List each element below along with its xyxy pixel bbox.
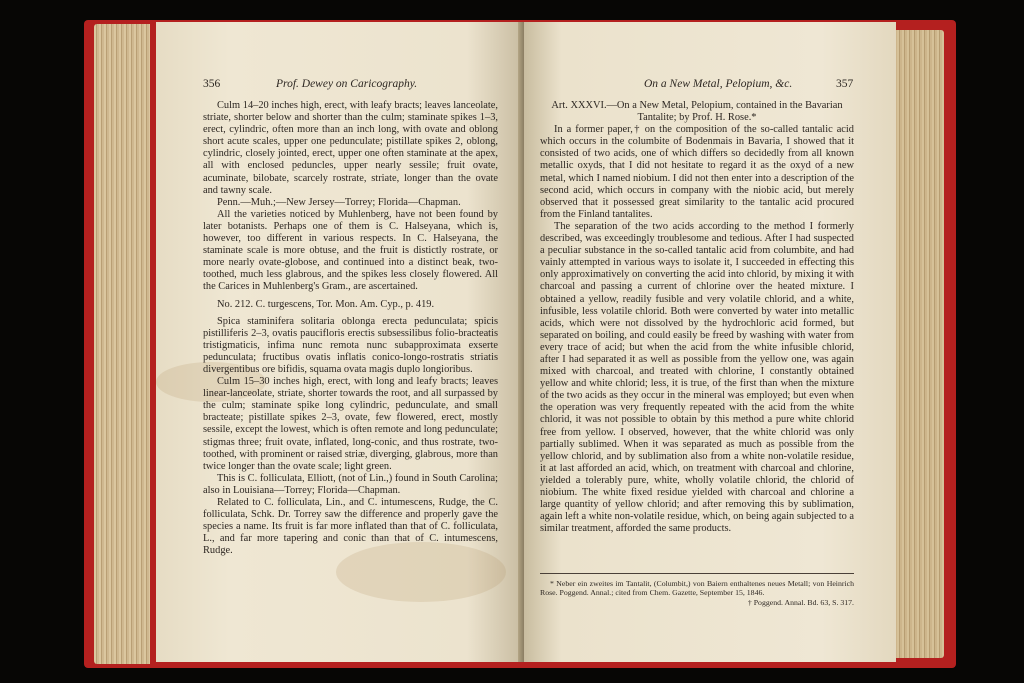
left-body-text [203, 100, 498, 557]
paragraph: Culm 14–20 inches high, erect, with leafy bracts; leaves lanceolate, striate, shorter below and shorter than the culm; staminate spikes 1–3, erect, cylindric, often more than an inch long, with ovate and oblong short acute scales, upper one pedunculate; pistillate spikes 2, oblong, cylindric, closely jointed, erect, upper one often staminate at the apex, all with enclosed peduncles, upper nearly sessile; fruit ovate, acuminate, bilobate, scarcely rostrate, striate, longer than the ovate and tawny scale. [203, 100, 498, 196]
right-page [524, 22, 896, 662]
paragraph: All the varieties noticed by Muhlenberg, have not been found by later botanists. Perhaps one of them is C. Halseyana, which is, however, too different in various respects. In C. Halseyana, the staminate scale is more obtuse, and the fruit is distictly rostrate, or more nearly ovate-globose, and continued into a distinct beak, two-toothed, much less glabrous, and the spikes less closely flowered. All the Carices in Muhlenberg's Gram., are ascertained. [203, 208, 498, 293]
footnote: * Neber ein zweites im Tantalit, (Columbit,) von Baiern enthaltenes neues Metall; von Heinrich Rose. Poggend. Annal.; cited from Chem. Gazette, September 15, 1846. [540, 579, 854, 598]
paragraph: In a former paper,† on the composition of the so-called tantalic acid which occurs in the columbite of Bodenmais in Bavaria, I showed that it consisted of two acids, one of which differs so decidedly from all known metallic oxyds, that I did not hesitate to regard it as the oxyd of a new metal, which I named niobium. I did not then enter into a description of the second acid, which occurs in company with the niobic acid, but merely observed that it possessed great similarity to the tantalic acid procured from the Finland tantalites. [540, 124, 854, 220]
article-title: Art. XXXVI.—On a New Metal, Pelopium, contained in the Bavarian Tantalite; by Prof. H. Rose.* [551, 100, 843, 124]
right-page-number: 357 [836, 78, 854, 90]
species-heading: No. 212. C. turgescens, Tor. Mon. Am. Cyp., p. 419. [217, 298, 435, 310]
footnote-rule [540, 573, 854, 574]
left-page-number: 356 [203, 78, 221, 90]
left-page-edges [94, 24, 150, 664]
paragraph: This is C. folliculata, Elliott, (not of Lin.,) found in South Carolina; also in Louisiana—Torrey; Florida—Chapman. [203, 472, 498, 496]
right-page-edges [892, 30, 944, 658]
paragraph: The separation of the two acids according to the method I formerly described, was exceedingly troublesome and tedious. After I had suspected a peculiar substance in the so-called tantalic acid from columbite, and had vainly attempted in various ways to isolate it, I succeeded in effecting this only approximatively on converting the acid into chlorid, by mixing it with charcoal and passing a current of chlorine over the heated mixture. I obtained a yellow, readily fusible and very volatile chlorid, and a white, infusible, less volatile chlorid. Both were converted by water into metallic acids, which were not dissolved by the hydrochloric acid formed, but separated on boiling, and could easily be freed by washing with water from every trace of acid; but when the acid from the white infusible chlorid, after I had separated it as well as possible from the yellow one, was again mixed with charcoal, and treated with chlorine, I constantly obtained yellow and white chlorid; less, it is true, of the first than when the mixture of the two acids as they occur in the mineral was employed; but even when the operation was very frequently repeated with the acid from the white chlorid, it was not possible to obtain by this method a pure white chlorid free from yellow. I observed, however, that the white chlorid was only partially sublimed. When it was separated as much as possible from the yellow chlorid, and by sublimation also from a white non-volatile residue, it at last afforded an acid, which, on treatment with charcoal and chlorine, yielded a tolerably pure, white, wholly volatile chlorid, the chlorid of niobium. The white fixed residue yielded with charcoal and chlorine a large quantity of yellow chlorid; and after removing this by sublimation, again left a white non-volatile residue, which, on being again subjected to a similar treatment, afforded the same products. [540, 220, 854, 535]
right-running-head: On a New Metal, Pelopium, &c. [644, 78, 793, 90]
paragraph: Penn.—Muh.;—New Jersey—Torrey; Florida—Chapman. [217, 196, 461, 208]
footnote: † Poggend. Annal. Bd. 63, S. 317. [747, 597, 854, 607]
paragraph: Culm 15–30 inches high, erect, with long and leafy bracts; leaves linear-lanceolate, striate, shorter towards the root, and all surpassed by the culm; staminate spike long cylindric, pedunculate, and small bracteate; pistillate spikes 2–3, ovate, few flowered, erect, mostly sessile, except the lowest, which is often remote and long pedunculate; stigmas three; fruit ovate, inflated, long-conic, and thus rostrate, two-toothed, with prominent or raised striæ, diverging, glabrous, more than twice longer than the ovate scale; light green. [203, 376, 498, 472]
open-book [84, 16, 956, 666]
footnotes [540, 579, 854, 607]
left-page [156, 22, 522, 662]
paragraph: Related to C. folliculata, Lin., and C. intumescens, Rudge, the C. folliculata, Schk. Dr. Torrey saw the difference and properly gave the species a name. Its fruit is far more inflated than that of C. folliculata, L., and far more tapering and conic than that of C. intumescens, Rudge. [203, 497, 498, 557]
latin-description: Spica staminifera solitaria oblonga erecta pedunculata; spicis pistilliferis 2–3, ovatis paucifloris erectis subsessilibus folio-bracteatis tristigmaticis, infima nunc remota nunc subapproximata exserte pedunculata; fructibus ovatis inflatis conico-longo-rostratis striatis divergentibus ore bifidis, squama ovata magis duplo longioribus. [203, 315, 498, 375]
left-running-head: Prof. Dewey on Caricography. [276, 78, 418, 90]
right-body-text [540, 100, 854, 535]
